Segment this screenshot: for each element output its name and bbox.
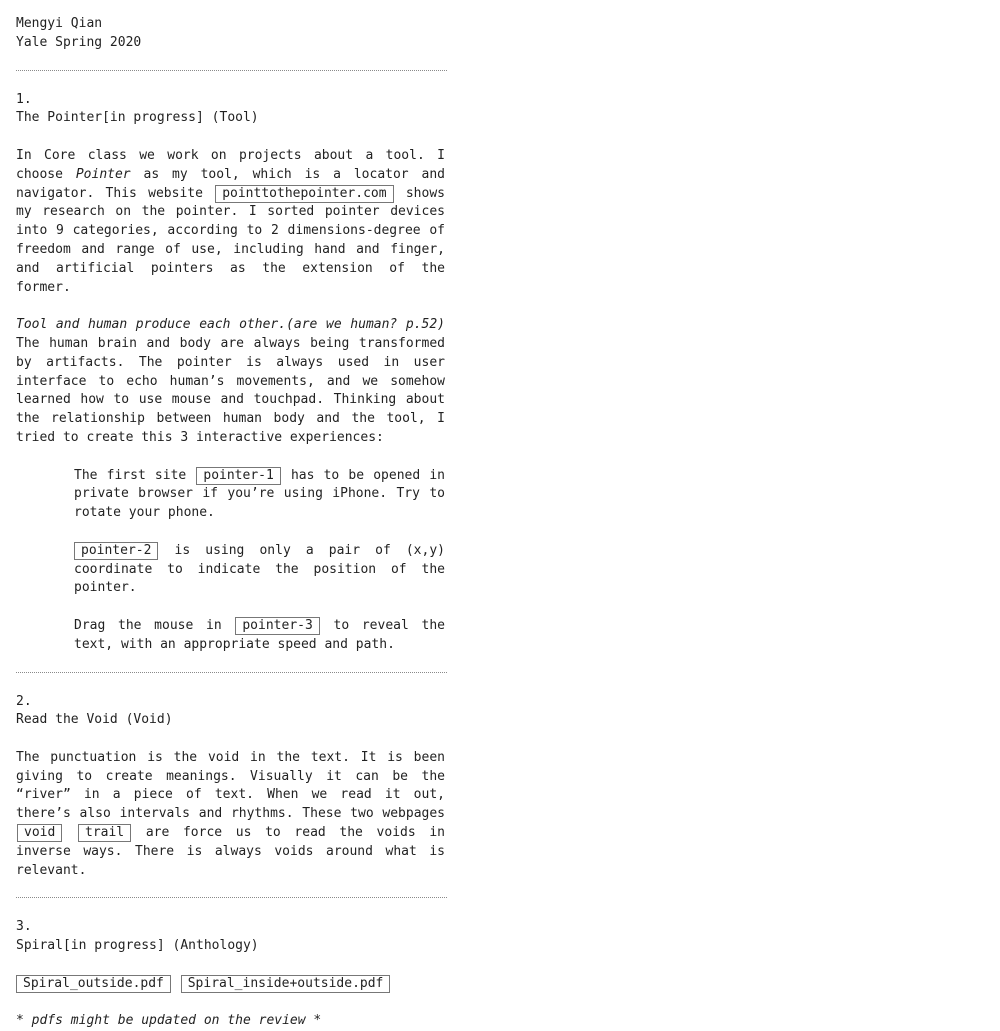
paragraph: Tool and human produce each other.(are we human? p.52) The human brain and body are always being transformed by artifacts. The pointer is always used in user interface to echo human’s movements, and we somehow learned how to use mouse and touchpad. Thinking about the relationship between human body and the tool, I tried to create this 3 interactive experiences: [16,317,445,445]
list-item: pointer-2 is using only a pair of (x,y) coordinate to indicate the position of the pointer. [74,542,445,596]
list-item: Drag the mouse in pointer-3 to reveal the text, with an appropriate speed and path. [74,617,445,652]
update-note: * pdfs might be updated on the review * [16,1013,322,1029]
spiral-outside-pdf-link[interactable]: Spiral_outside.pdf [16,975,171,993]
pointtothepointer-link[interactable]: pointtothepointer.com [215,185,393,203]
pointer-3-link[interactable]: pointer-3 [235,617,319,635]
divider [16,897,447,898]
affiliation: Yale Spring 2020 [16,34,142,50]
divider [16,672,447,673]
trail-link[interactable]: trail [78,824,131,842]
pointer-2-link[interactable]: pointer-2 [74,542,158,560]
spiral-inside-outside-pdf-link[interactable]: Spiral_inside+outside.pdf [181,975,391,993]
section-title: The Pointer[in progress] (Tool) [16,110,259,126]
void-link[interactable]: void [17,824,62,842]
pointer-1-link[interactable]: pointer-1 [196,467,280,485]
section-2 [16,693,445,881]
divider [16,70,447,71]
paragraph: In Core class we work on projects about a tool. I choose Pointer as my tool, which is a locator and navigator. This website pointtothepointer.com shows my research on the pointer. I sorted pointer devices into 9 categories, according to 2 dimensions-degree of freedom and range of use, including hand and finger, and artificial pointers as the extension of the former. [16,147,445,295]
italic-term: Pointer [75,166,131,182]
italic-quote: Tool and human produce each other.(are we human? p.52) [16,317,445,333]
section-title: Read the Void (Void) [16,712,173,728]
section-number: 1. [16,91,32,107]
header [16,15,445,53]
paragraph: The punctuation is the void in the text. It is been giving to create meanings. Visually it can be the “river” in a piece of text. When we read it out, there’s also intervals and rhythms. These two webpages void trail are force us to read the voids in inverse ways. There is always voids around what is relevant. [16,749,446,878]
page-content [16,15,445,1031]
list-item: The first site pointer-1 has to be opened in private browser if you’re using iPhone. Try to rotate your phone. [74,467,445,521]
section-title: Spiral[in progress] (Anthology) [16,938,259,954]
pdf-links [16,975,445,994]
section-3 [16,918,445,1031]
section-number: 3. [16,919,32,935]
section-1 [16,91,445,655]
section-number: 2. [16,693,32,709]
author-name: Mengyi Qian [16,16,103,31]
